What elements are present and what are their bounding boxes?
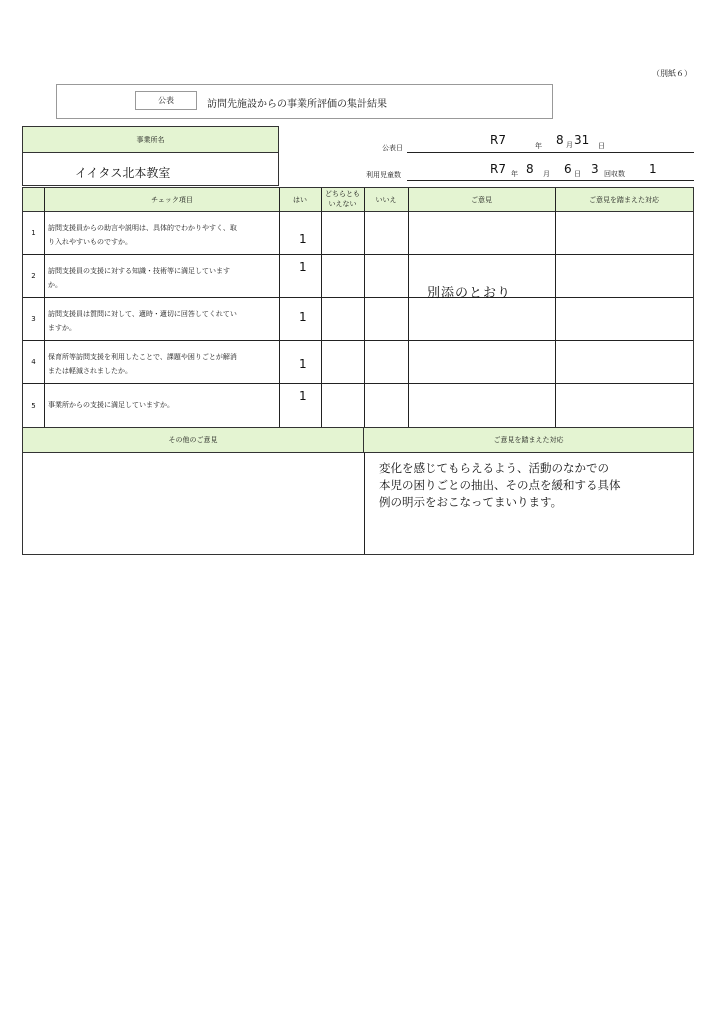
col-divider bbox=[408, 188, 409, 427]
bottom-section bbox=[22, 427, 694, 555]
publication-badge: 公表 bbox=[135, 91, 197, 110]
check-item-line: 訪問支援員からの助言や説明は、具体的でわかりやすく、取 bbox=[48, 224, 237, 232]
publication-era: R7 bbox=[490, 133, 506, 147]
col-divider bbox=[364, 188, 365, 427]
publication-month: 8 bbox=[556, 133, 564, 147]
header-frame bbox=[56, 84, 553, 119]
header-neutral-line2: いえない bbox=[328, 200, 357, 208]
row-number: 1 bbox=[31, 229, 36, 237]
check-item-text bbox=[48, 400, 278, 410]
header-check-items: チェック項目 bbox=[151, 196, 193, 204]
check-item-line: 事業所からの支援に満足していますか。 bbox=[48, 401, 174, 409]
header-neutral-line1: どちらとも bbox=[325, 190, 360, 198]
publication-day-unit: 日 bbox=[598, 142, 605, 150]
row-divider bbox=[23, 297, 693, 298]
usage-count: 3 bbox=[591, 162, 599, 176]
row-number: 2 bbox=[31, 272, 36, 280]
responses-label: 回収数 bbox=[604, 170, 625, 178]
responses-count: 1 bbox=[649, 162, 657, 176]
yes-count: 1 bbox=[299, 232, 307, 246]
row-number: 5 bbox=[31, 401, 36, 410]
office-name-box bbox=[22, 152, 279, 186]
response-line: 例の明示をおこなってまいります。 bbox=[379, 495, 563, 509]
usage-day-unit: 日 bbox=[574, 170, 581, 178]
check-item-text bbox=[48, 221, 278, 249]
yes-count: 1 bbox=[299, 310, 307, 324]
other-opinions-label: その他のご意見 bbox=[23, 428, 364, 453]
check-item-line: ますか。 bbox=[48, 324, 76, 332]
yes-count: 1 bbox=[299, 389, 307, 403]
publication-underline bbox=[407, 152, 694, 153]
attachment-label: （別紙６） bbox=[652, 69, 692, 78]
response-line: 変化を感じてもらえるよう、活動のなかでの bbox=[379, 461, 609, 475]
col-divider bbox=[44, 188, 45, 427]
check-item-text bbox=[48, 264, 278, 292]
row-divider bbox=[23, 340, 693, 341]
usage-underline bbox=[407, 180, 694, 181]
check-item-line: 訪問支援員の支援に対する知識・技術等に満足しています bbox=[48, 267, 230, 275]
response-line: 本児の困りごとの抽出、その点を緩和する具体 bbox=[379, 478, 621, 492]
check-item-text bbox=[48, 307, 278, 335]
col-divider bbox=[279, 188, 280, 427]
bottom-divider bbox=[364, 453, 365, 554]
header-opinions: ご意見 bbox=[471, 196, 492, 204]
yes-count: 1 bbox=[299, 357, 307, 371]
publication-day: 31 bbox=[574, 133, 590, 147]
header-yes: はい bbox=[293, 196, 307, 204]
office-name: イイタス北本教室 bbox=[75, 166, 171, 180]
row-divider bbox=[23, 383, 693, 384]
publication-month-unit: 月 bbox=[566, 141, 573, 149]
header-no: いいえ bbox=[375, 196, 397, 204]
page-title: 訪問先施設からの事業所評価の集計結果 bbox=[207, 99, 387, 110]
check-item-text bbox=[48, 350, 278, 378]
row-number: 3 bbox=[31, 315, 36, 323]
col-divider bbox=[555, 188, 556, 427]
check-item-line: または軽減されましたか。 bbox=[48, 367, 132, 375]
check-item-line: 訪問支援員は質問に対して、適時・適切に回答してくれてい bbox=[48, 310, 237, 318]
usage-era: R7 bbox=[490, 162, 506, 176]
office-label: 事業所名 bbox=[22, 126, 279, 153]
header-response: ご意見を踏まえた対応 bbox=[589, 196, 659, 204]
usage-month-unit: 月 bbox=[543, 170, 550, 178]
bottom-response-label: ご意見を踏まえた対応 bbox=[364, 428, 693, 453]
check-item-line: か。 bbox=[48, 281, 62, 289]
check-item-line: 保育所等訪問支援を利用したことで、課題や困りごとが解消 bbox=[48, 353, 237, 361]
publication-label: 公表日 bbox=[382, 144, 403, 152]
usage-day: 6 bbox=[564, 162, 572, 176]
yes-count: 1 bbox=[299, 260, 307, 274]
publication-year-unit: 年 bbox=[535, 142, 542, 150]
usage-month: 8 bbox=[526, 162, 534, 176]
col-divider bbox=[321, 188, 322, 427]
opinion-note: 別添のとおり bbox=[427, 286, 512, 301]
usage-label: 利用児童数 bbox=[366, 171, 401, 179]
row-number: 4 bbox=[31, 358, 36, 366]
row-divider bbox=[23, 254, 693, 255]
response-text bbox=[379, 460, 689, 511]
usage-year-unit: 年 bbox=[511, 170, 518, 178]
header-neutral bbox=[321, 189, 364, 213]
check-table bbox=[22, 187, 694, 428]
check-item-line: り入れやすいものですか。 bbox=[48, 238, 132, 246]
